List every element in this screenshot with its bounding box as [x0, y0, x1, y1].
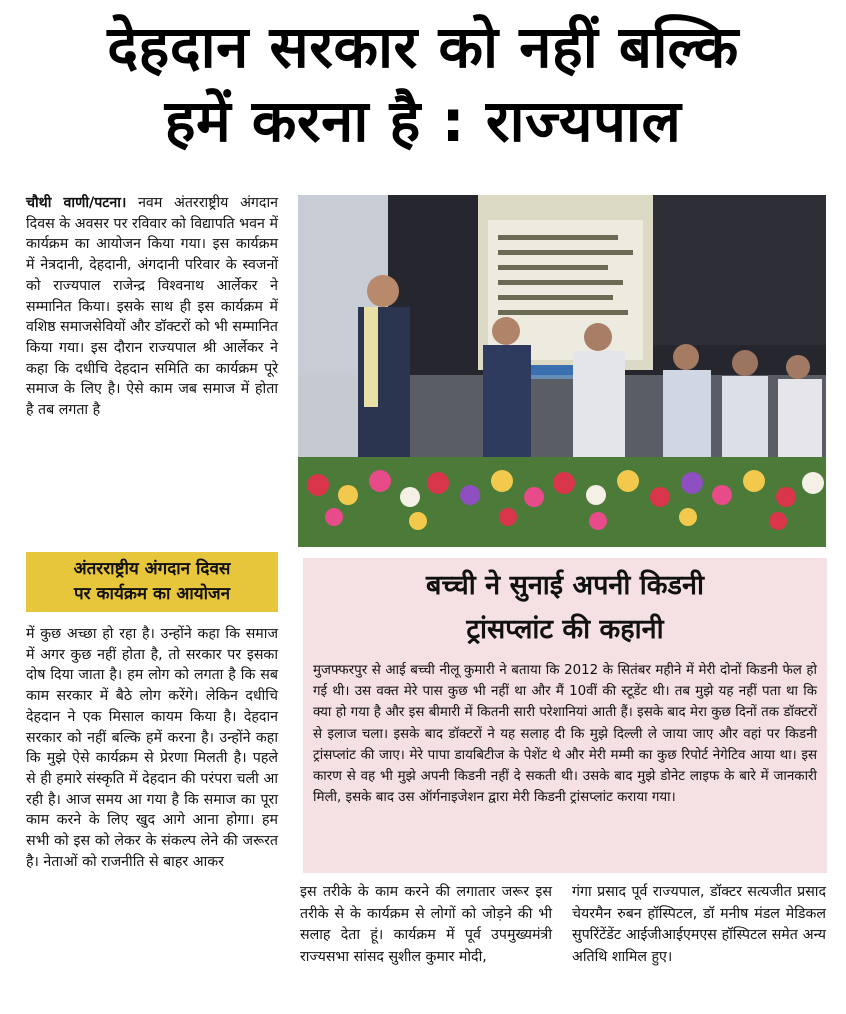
- bottom-right-column: [572, 882, 826, 968]
- subhead-line-1: अंतरराष्ट्रीय अंगदान दिवस: [73, 559, 231, 579]
- kidney-story-box: [303, 558, 827, 873]
- kidney-story-body: मुजफ्फरपुर से आई बच्ची नीलू कुमारी ने बताया कि 2012 के सितंबर महीने में मेरी दोनों किडनी फेल हो गई थी। उस वक्त मेरे पास कुछ भी नहीं था और मैं 10वीं की स्टूडेंट थी। तब मुझे यह नहीं पता था कि क्या हो गया है और इस बीमारी में कितनी सारी परेशानियां आती हैं। इसके बाद मेरा कुछ दिनों तक डॉक्टरों से इलाज चला। इसके बाद डॉक्टरों ने यह सलाह दी कि मुझे दिल्ली ले जाया जाए और वहां पर किडनी ट्रांसप्लांट की जाए। मेरे पापा डायबिटीज के पेशेंट थे और मेरी मम्मी का कुछ रिपोर्ट नेगेटिव आया था। इस कारण से वह भी मुझे अपनी किडनी नहीं दे सकती थी। उसके बाद मुझे डोनेट लाइफ के बारे में जानकारी मिली, इसके बाद उस ऑर्गनाइजेशन द्वारा मेरी किडनी ट्रांसप्लांट कराया गया।: [313, 663, 817, 806]
- subhead-line-2: पर कार्यक्रम का आयोजन: [73, 584, 231, 604]
- headline-line-1: देहदान सरकार को नहीं बल्कि: [107, 13, 739, 81]
- bottom-middle-text: इस तरीके के काम करने की लगातार जरूर इस तरीके से के कार्यक्रम से लोगों को जोड़ने की भी सलाह देता हूं। कार्यक्रम में पूर्व उपमुख्यमंत्री राज्यसभा सांसद सुशील कुमार मोदी,: [300, 884, 552, 965]
- kidney-story-title-line-1: बच्ची ने सुनाई अपनी किडनी: [426, 570, 704, 601]
- continued-column: [26, 624, 278, 872]
- headline-line-2: हमें करना है : राज्यपाल: [164, 87, 682, 155]
- event-photo: [298, 195, 826, 547]
- kidney-story-title: [303, 564, 827, 652]
- intro-text: नवम अंतरराष्ट्रीय अंगदान दिवस के अवसर पर रविवार को विद्यापति भवन में कार्यक्रम का आयोजन किया गया। इस कार्यक्रम में नेत्रदानी, देहदानी, अंगदानी परिवार के स्वजनों को राज्यपाल राजेन्द्र विश्वनाथ आर्लेकर ने सम्मानित किया। इसके साथ ही इस कार्यक्रम में वशिष्ठ समाजसेवियों और डॉक्टरों को भी सम्मानित किया गया। इस दौरान राज्यपाल श्री आर्लेकर ने कहा कि दधीचि देहदान समिति का कार्यक्रम पूरे समाज के लिए है। ऐसे काम जब समाज में होता है तब लगता है: [26, 195, 278, 419]
- bottom-middle-column: [300, 882, 552, 968]
- kidney-story-title-line-2: ट्रांसप्लांट की कहानी: [466, 614, 664, 645]
- intro-column: [26, 193, 278, 421]
- subhead-box: [26, 552, 278, 612]
- headline: [0, 10, 846, 158]
- bottom-right-text: गंगा प्रसाद पूर्व राज्यपाल, डॉक्टर सत्यजीत प्रसाद चेयरमैन रुबन हॉस्पिटल, डॉ मनीष मंडल मेडिकल सुपरिंटेंडेंट आईजीआईएमएस हॉस्पिटल समेत अन्य अतिथि शामिल हुए।: [572, 884, 826, 965]
- dateline: चौथी वाणी/पटना।: [26, 195, 127, 211]
- continued-text: में कुछ अच्छा हो रहा है। उन्होंने कहा कि समाज में अगर कुछ नहीं होता है, तो सरकार पर इसका दोष दिया जाता है। हम लोग को लगता है कि सब काम सरकार में बैठे लोग करेंगे। लेकिन दधीचि देहदान ने एक मिसाल कायम किया है। देहदान सरकार को नहीं बल्कि हमें करना है। उन्होंने कहा कि मुझे ऐसे कार्यक्रम से प्रेरणा मिलती है। पहले से ही हमारे संस्कृति में देहदान की परंपरा चली आ रही है। आज समय आ गया है कि समाज का पूरा काम करने के लिए खुद आगे आना होगा। हम सभी को इस को लेकर के संकल्प लेने की जरूरत है। नेताओं को राजनीति से बाहर आकर: [26, 626, 278, 870]
